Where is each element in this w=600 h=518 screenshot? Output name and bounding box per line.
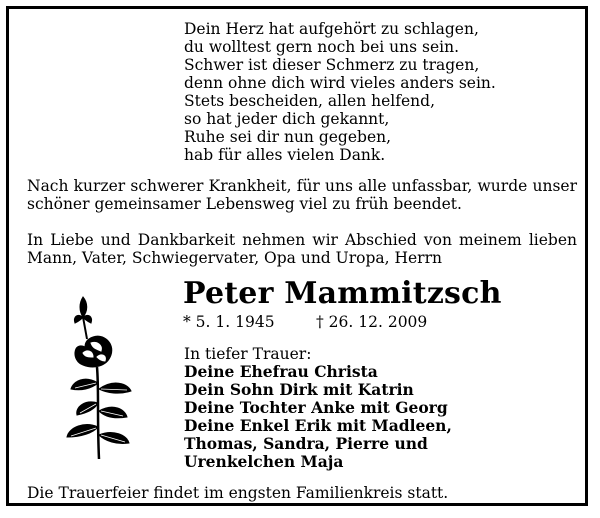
rose-icon: [63, 291, 143, 461]
farewell-paragraph: [27, 231, 577, 267]
mourner-line: Urenkelchen Maja: [184, 452, 344, 471]
poem-line: hab für alles vielen Dank.: [184, 146, 386, 164]
poem-line: Schwer ist dieser Schmerz zu tragen,: [184, 56, 480, 74]
farewell-line: Mann, Vater, Schwiegervater, Opa und Uropa, Herrn: [27, 249, 442, 267]
mourning-intro: In tiefer Trauer:: [184, 345, 312, 363]
mourner-line: Thomas, Sandra, Pierre und: [184, 434, 428, 453]
mourner-line: Dein Sohn Dirk mit Katrin: [184, 380, 414, 399]
poem: [184, 20, 496, 164]
poem-line: Stets bescheiden, allen helfend,: [184, 92, 435, 110]
poem-line: Ruhe sei dir nun gegeben,: [184, 128, 392, 146]
intro-line: Nach kurzer schwerer Krankheit, für uns alle unfassbar, wurde unser: [27, 177, 577, 195]
intro-paragraph: [27, 177, 577, 213]
poem-line: du wolltest gern noch bei uns sein.: [184, 38, 459, 56]
death-date: † 26. 12. 2009: [316, 313, 428, 331]
farewell-line: In Liebe und Dankbarkeit nehmen wir Abschied von meinem lieben: [27, 231, 577, 249]
poem-line: Dein Herz hat aufgehört zu schlagen,: [184, 20, 479, 38]
poem-line: denn ohne dich wird vieles anders sein.: [184, 74, 496, 92]
birth-date: * 5. 1. 1945: [183, 313, 275, 331]
mourners-block: [184, 345, 452, 471]
mourner-line: Deine Enkel Erik mit Madleen,: [184, 416, 452, 435]
poem-line: so hat jeder dich gekannt,: [184, 110, 390, 128]
obituary-notice: [6, 6, 588, 506]
mourner-line: Deine Tochter Anke mit Georg: [184, 398, 448, 417]
intro-line: schöner gemeinsamer Lebensweg viel zu früh beendet.: [27, 195, 462, 213]
funeral-note: Die Trauerfeier findet im engsten Familienkreis statt.: [27, 484, 449, 502]
deceased-name: Peter Mammitzsch: [183, 276, 502, 311]
mourner-line: Deine Ehefrau Christa: [184, 362, 378, 381]
